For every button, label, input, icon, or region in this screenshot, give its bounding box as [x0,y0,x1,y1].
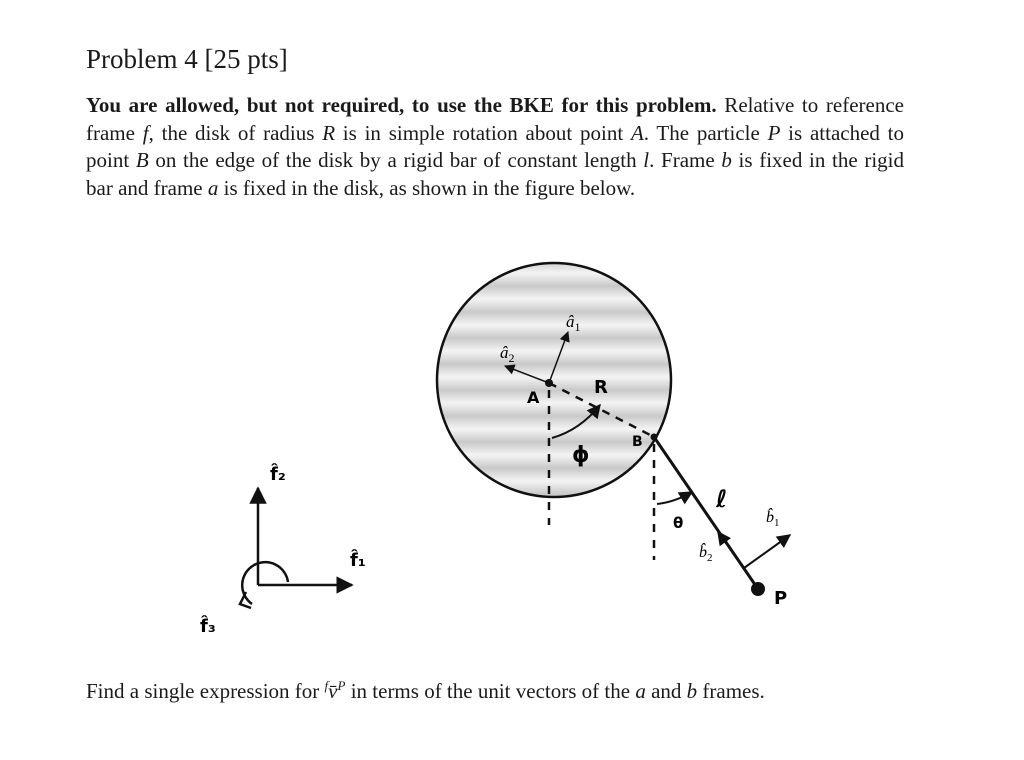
f1-label: f̂₁ [350,550,366,571]
question-var: b [686,679,698,703]
stmt-text: . Frame [649,148,722,172]
stmt-var: a [207,175,219,200]
bar-length-label: ℓ [716,485,728,513]
disk [437,263,671,497]
b2-arrow [718,532,744,568]
phi-label: ϕ [572,443,590,468]
b1-arrow [744,535,790,568]
question-var: a [635,679,646,703]
f3-rotation-arrow [242,562,288,604]
point-a-label: A [527,388,540,407]
stmt-var: P [767,120,781,145]
b2-label: $b̂_2$ [699,544,713,564]
a1-label: $â_1$ [566,312,581,334]
b1-label: $b̂_1$ [766,509,780,529]
bke-note: You are allowed, but not required, to use the BKE for this problem. [86,93,717,117]
question-text: and [645,679,687,703]
stmt-text: is fixed in the rigid bar and frame [86,148,905,200]
stmt-var: b [721,148,732,172]
question-velocity: v̄ [328,679,338,703]
particle-p [751,582,765,596]
stmt-var: B [135,148,149,172]
stmt-text: , the disk of radius [148,120,323,145]
question-text: frames. [697,679,765,703]
question-frame-sup: f [324,678,329,693]
stmt-text: on the edge of the disk by a rigid bar of constant length [148,148,644,172]
frame-f [200,464,366,637]
stmt-text: is fixed in the disk, as shown in the figure below. [218,175,636,200]
stmt-var: R [322,120,336,145]
question-text: in terms of the unit vectors of the [345,679,636,703]
stmt-var: f [142,120,149,145]
stmt-text: Relative to reference frame [86,93,904,145]
f2-label: f̂₂ [270,464,286,485]
stmt-var: A [630,120,644,145]
point-b-label: B [632,434,643,450]
theta-arc [657,492,692,504]
stmt-text: . The particle [643,120,768,145]
question-text: Find a single expression for [86,679,325,703]
question-particle-sup: P [337,678,346,693]
a2-label: $â_2$ [500,343,515,365]
particle-p-label: P [774,588,788,609]
f3-label: f̂₃ [200,616,216,637]
theta-label: θ [673,514,684,532]
stmt-text: is attached to point [86,120,905,172]
problem-title: Problem 4 [25 pts] [86,44,288,74]
question [86,678,946,704]
radius-label: R [594,377,608,398]
stmt-text: is in simple rotation about point [335,120,631,145]
stmt-var: l [643,148,650,172]
